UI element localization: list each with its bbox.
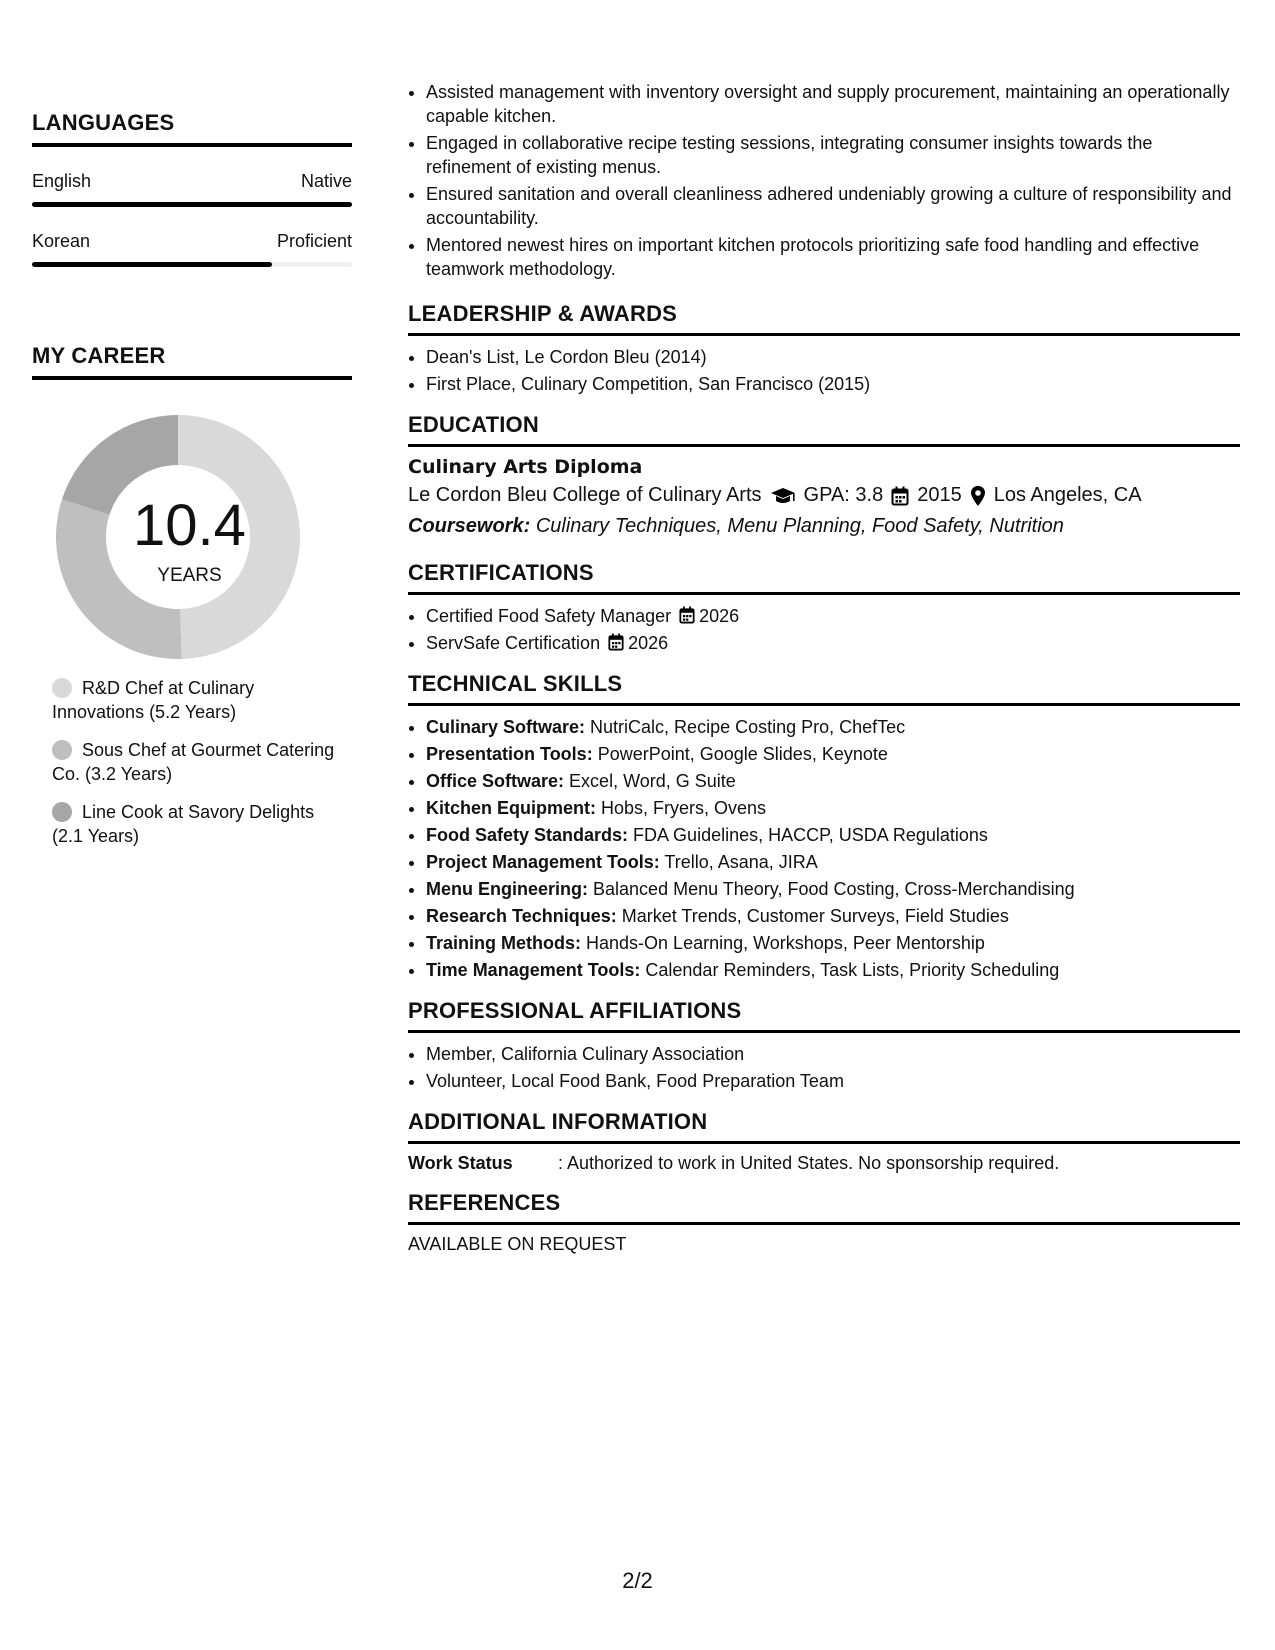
school-name: Le Cordon Bleu College of Culinary Arts [408,484,762,506]
skill-values: Trello, Asana, JIRA [664,852,818,872]
work-status-value: : Authorized to work in United States. No sponsorship required. [558,1153,1060,1173]
skill-item [426,850,1240,874]
career-legend-item [52,800,342,848]
location-pin-icon [970,485,986,507]
career-legend [32,676,352,848]
list-item: • Ensured sanitation and overall cleanliness adhered undeniably growing a culture of responsibility and accountability. [426,182,1240,230]
skill-item [426,823,1240,847]
education-details [408,484,1240,507]
experience-bullets [408,80,1240,281]
skill-item [426,931,1240,955]
language-row [32,231,352,252]
legend-swatch [52,740,72,760]
graduation-year: 2015 [917,484,962,506]
list-item: • Member, California Culinary Association [426,1042,1240,1066]
degree-title: Culinary Arts Diploma [408,456,643,478]
education-title: EDUCATION [408,412,1240,447]
awards-section [408,301,1240,396]
left-column [32,110,352,862]
certification-year: 2026 [699,606,740,626]
career-title: MY CAREER [32,343,352,380]
work-status-row [408,1153,1240,1174]
language-name: English [32,171,92,191]
skill-category: Kitchen Equipment: [426,798,596,818]
skill-category: Office Software: [426,771,565,791]
skill-category: Research Techniques: [426,906,617,926]
skill-item [426,769,1240,793]
skill-values: FDA Guidelines, HACCP, USDA Regulations [633,825,988,845]
calendar-icon [608,633,624,651]
skill-values: NutriCalc, Recipe Costing Pro, ChefTec [590,717,906,737]
education-section [408,412,1240,538]
career-total: 10.4 [133,493,246,558]
career-legend-label: Line Cook at Savory Delights (2.1 Years) [52,802,315,846]
affiliations-section [408,998,1240,1093]
work-status-label: Work Status [408,1153,513,1173]
career-legend-label: Sous Chef at Gourmet Catering Co. (3.2 Years) [52,740,335,784]
affiliations-title: PROFESSIONAL AFFILIATIONS [408,998,1240,1033]
career-legend-label: R&D Chef at Culinary Innovations (5.2 Years) [52,678,255,722]
list-item: • First Place, Culinary Competition, San Francisco (2015) [426,372,1240,396]
additional-section [408,1109,1240,1174]
certifications-section [408,560,1240,655]
coursework-value: Culinary Techniques, Menu Planning, Food Safety, Nutrition [535,515,1064,537]
skill-item [426,796,1240,820]
legend-swatch [52,678,72,698]
language-proficiency-bar [32,202,352,207]
additional-title: ADDITIONAL INFORMATION [408,1109,1240,1144]
skill-category: Presentation Tools: [426,744,593,764]
language-name: Korean [32,231,91,251]
right-column [408,80,1240,1255]
certification-year: 2026 [628,633,669,653]
career-unit: YEARS [157,565,222,586]
languages-title: LANGUAGES [32,110,352,147]
language-proficiency-fill [32,202,352,207]
skill-values: PowerPoint, Google Slides, Keynote [597,744,888,764]
awards-title: LEADERSHIP & AWARDS [408,301,1240,336]
skills-section [408,671,1240,982]
languages-list [32,171,352,267]
references-title: REFERENCES [408,1190,1240,1225]
certification-item [426,631,1240,655]
skill-category: Project Management Tools: [426,852,660,872]
references-value: AVAILABLE ON REQUEST [408,1234,627,1254]
coursework [408,515,1240,538]
career-legend-item [52,738,342,786]
language-row [32,171,352,192]
certifications-list [408,604,1240,655]
graduation-cap-icon [770,486,796,506]
skill-item [426,715,1240,739]
calendar-icon [679,606,695,624]
list-item: • Assisted management with inventory oversight and supply procurement, maintaining an operationally capable kitchen. [426,80,1240,128]
coursework-label: Coursework: [408,515,531,537]
affiliations-list [408,1042,1240,1093]
calendar-icon [891,486,909,506]
skill-category: Time Management Tools: [426,960,641,980]
skill-values: Excel, Word, G Suite [569,771,736,791]
career-donut-chart [32,402,352,662]
gpa: GPA: 3.8 [803,484,884,506]
language-proficiency-bar [32,262,352,267]
language-level: Proficient [276,231,352,251]
legend-swatch [52,802,72,822]
list-item: • Engaged in collaborative recipe testing sessions, integrating consumer insights towards the refinement of existing menus. [426,131,1240,179]
skill-item [426,904,1240,928]
skills-list [408,715,1240,982]
list-item: • Volunteer, Local Food Bank, Food Preparation Team [426,1069,1240,1093]
skill-values: Hobs, Fryers, Ovens [601,798,767,818]
skills-title: TECHNICAL SKILLS [408,671,1240,706]
language-proficiency-fill [32,262,272,267]
skill-values: Hands-On Learning, Workshops, Peer Mentorship [586,933,985,953]
skill-item [426,877,1240,901]
certification-item [426,604,1240,628]
skill-values: Balanced Menu Theory, Food Costing, Cross-Merchandising [593,879,1075,899]
certification-name: Certified Food Safety Manager [426,606,672,626]
references-section [408,1190,1240,1255]
skill-values: Calendar Reminders, Task Lists, Priority Scheduling [645,960,1060,980]
career-legend-item [52,676,342,724]
skill-item [426,958,1240,982]
skill-values: Market Trends, Customer Surveys, Field Studies [621,906,1009,926]
skill-category: Training Methods: [426,933,581,953]
skill-category: Menu Engineering: [426,879,588,899]
certification-name: ServSafe Certification [426,633,601,653]
list-item: • Mentored newest hires on important kitchen protocols prioritizing safe food handling and effective teamwork methodology. [426,233,1240,281]
skill-category: Culinary Software: [426,717,586,737]
skill-category: Food Safety Standards: [426,825,629,845]
language-level: Native [300,171,352,191]
awards-list [408,345,1240,396]
certifications-title: CERTIFICATIONS [408,560,1240,595]
education-location: Los Angeles, CA [993,484,1142,506]
page-number: 2/2 [622,1568,653,1593]
skill-item [426,742,1240,766]
list-item: • Dean's List, Le Cordon Bleu (2014) [426,345,1240,369]
